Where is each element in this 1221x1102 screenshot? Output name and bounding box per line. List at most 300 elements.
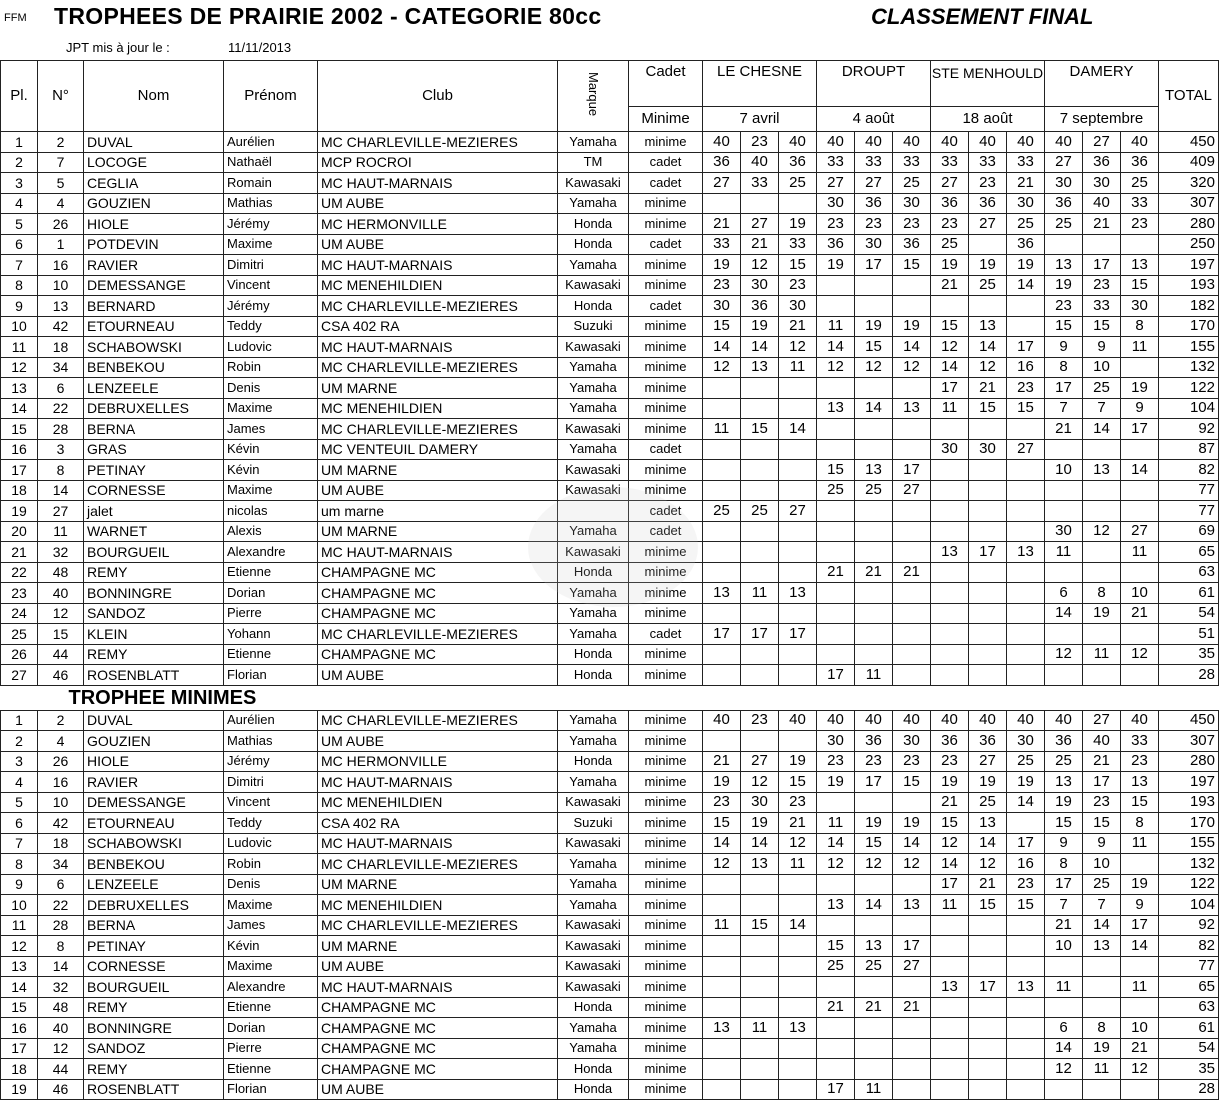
cell-e4r1 <box>1045 501 1083 522</box>
cell-marque: Kawasaki <box>558 833 629 854</box>
cell-pl: 14 <box>1 977 38 998</box>
cell-e4r3 <box>1121 562 1159 583</box>
cell-e4r1: 9 <box>1045 833 1083 854</box>
table-row <box>1 1079 1219 1100</box>
cell-e4r1: 10 <box>1045 460 1083 481</box>
cell-pl: 10 <box>1 316 38 337</box>
cell-e2r1 <box>817 542 855 563</box>
cell-e3r3: 13 <box>1007 542 1045 563</box>
cell-prenom: Robin <box>224 357 318 378</box>
cell-prenom: Ludovic <box>224 337 318 358</box>
cell-pl: 17 <box>1 460 38 481</box>
table-row <box>1 583 1219 604</box>
cell-marque: Honda <box>558 997 629 1018</box>
cell-e1r2 <box>741 1079 779 1100</box>
cell-marque: Yamaha <box>558 521 629 542</box>
cell-total: 132 <box>1159 854 1219 875</box>
cell-prenom: Pierre <box>224 603 318 624</box>
cell-e2r2 <box>855 1018 893 1039</box>
cell-e2r2: 21 <box>855 562 893 583</box>
cell-pl: 25 <box>1 624 38 645</box>
cell-e3r3: 23 <box>1007 378 1045 399</box>
cell-marque: Yamaha <box>558 583 629 604</box>
table-row <box>1 521 1219 542</box>
cell-pl: 7 <box>1 255 38 276</box>
cell-e1r1: 11 <box>703 915 741 936</box>
table-row <box>1 603 1219 624</box>
cell-e4r3 <box>1121 480 1159 501</box>
cell-e2r3 <box>893 1018 931 1039</box>
cell-e1r1: 14 <box>703 833 741 854</box>
cell-e4r1: 11 <box>1045 977 1083 998</box>
cell-num: 13 <box>38 296 84 317</box>
table-row <box>1 665 1219 686</box>
cell-e1r3 <box>779 874 817 895</box>
cell-e3r1: 21 <box>931 275 969 296</box>
cell-num: 28 <box>38 419 84 440</box>
cell-e1r1: 12 <box>703 357 741 378</box>
cell-categorie: minime <box>629 772 703 793</box>
cell-e1r3: 13 <box>779 1018 817 1039</box>
cell-e1r3: 13 <box>779 583 817 604</box>
cell-e2r1 <box>817 501 855 522</box>
table-row <box>1 624 1219 645</box>
cell-e2r1 <box>817 521 855 542</box>
cell-marque: Honda <box>558 644 629 665</box>
cell-club: MC MENEHILDIEN <box>318 895 558 916</box>
cell-e1r2 <box>741 956 779 977</box>
cell-e2r1 <box>817 419 855 440</box>
cell-e2r3 <box>893 603 931 624</box>
cell-e3r1: 21 <box>931 792 969 813</box>
cell-pl: 5 <box>1 214 38 235</box>
cell-nom: SANDOZ <box>84 1038 224 1059</box>
cell-pl: 1 <box>1 132 38 153</box>
cell-e4r3 <box>1121 1079 1159 1100</box>
cell-e2r2 <box>855 542 893 563</box>
cell-e1r1: 25 <box>703 501 741 522</box>
cell-e4r1 <box>1045 562 1083 583</box>
cell-total: 35 <box>1159 644 1219 665</box>
cell-e1r2 <box>741 480 779 501</box>
col-marque <box>558 61 629 132</box>
cell-num: 48 <box>38 562 84 583</box>
cell-e4r1: 21 <box>1045 915 1083 936</box>
cell-e3r3: 40 <box>1007 710 1045 731</box>
cell-e4r1 <box>1045 480 1083 501</box>
cell-e1r1 <box>703 956 741 977</box>
table-row <box>1 936 1219 957</box>
cell-categorie: cadet <box>629 234 703 255</box>
cell-e1r1: 30 <box>703 296 741 317</box>
cell-prenom: Alexandre <box>224 542 318 563</box>
cell-club: UM AUBE <box>318 193 558 214</box>
cell-e4r2: 9 <box>1083 833 1121 854</box>
cell-num: 40 <box>38 583 84 604</box>
cell-prenom: Aurélien <box>224 132 318 153</box>
cell-e3r2 <box>969 460 1007 481</box>
cell-num: 22 <box>38 895 84 916</box>
cell-categorie: minime <box>629 255 703 276</box>
cell-categorie: minime <box>629 936 703 957</box>
cell-e2r3 <box>893 501 931 522</box>
cell-prenom: Yohann <box>224 624 318 645</box>
cell-e1r1 <box>703 1059 741 1080</box>
cell-e4r2: 19 <box>1083 1038 1121 1059</box>
cell-e4r2: 8 <box>1083 1018 1121 1039</box>
general-ranking-body <box>1 132 1219 686</box>
cell-categorie: minime <box>629 480 703 501</box>
table-row <box>1 562 1219 583</box>
cell-e1r2: 14 <box>741 833 779 854</box>
cell-total: 82 <box>1159 460 1219 481</box>
cell-total: 61 <box>1159 1018 1219 1039</box>
cell-e4r3: 27 <box>1121 521 1159 542</box>
cell-e3r2: 33 <box>969 152 1007 173</box>
cell-e4r3: 12 <box>1121 644 1159 665</box>
cell-e4r1: 9 <box>1045 337 1083 358</box>
cell-e4r3: 36 <box>1121 152 1159 173</box>
cell-e2r2: 13 <box>855 460 893 481</box>
cell-e1r2 <box>741 644 779 665</box>
cell-e2r2: 23 <box>855 751 893 772</box>
cell-e1r3 <box>779 480 817 501</box>
event-date-1: 7 avril <box>703 107 817 132</box>
cell-e3r2 <box>969 997 1007 1018</box>
cell-e3r3 <box>1007 665 1045 686</box>
cell-nom: BONNINGRE <box>84 583 224 604</box>
cell-nom: LOCOGE <box>84 152 224 173</box>
cell-pl: 12 <box>1 357 38 378</box>
cell-pl: 22 <box>1 562 38 583</box>
cell-e4r3: 14 <box>1121 936 1159 957</box>
cell-pl: 10 <box>1 895 38 916</box>
cell-e3r1 <box>931 419 969 440</box>
cell-e3r3: 33 <box>1007 152 1045 173</box>
cell-e4r2: 21 <box>1083 751 1121 772</box>
cell-e1r3 <box>779 895 817 916</box>
cell-e2r2: 33 <box>855 152 893 173</box>
cell-e3r2: 27 <box>969 751 1007 772</box>
cell-total: 155 <box>1159 337 1219 358</box>
cell-e1r3 <box>779 521 817 542</box>
cell-e4r1: 6 <box>1045 583 1083 604</box>
cell-e4r3: 13 <box>1121 772 1159 793</box>
cell-categorie: minime <box>629 337 703 358</box>
cell-e3r1 <box>931 665 969 686</box>
cell-prenom: Dorian <box>224 1018 318 1039</box>
table-row <box>1 439 1219 460</box>
table-row <box>1 710 1219 731</box>
cell-e1r2: 11 <box>741 583 779 604</box>
cell-prenom: Etienne <box>224 1059 318 1080</box>
cell-e4r2: 17 <box>1083 255 1121 276</box>
cell-total: 320 <box>1159 173 1219 194</box>
cell-num: 12 <box>38 603 84 624</box>
cell-e4r3: 23 <box>1121 214 1159 235</box>
cell-e2r3 <box>893 296 931 317</box>
table-row <box>1 1059 1219 1080</box>
cell-club: MC CHARLEVILLE-MEZIERES <box>318 296 558 317</box>
table-row <box>1 997 1219 1018</box>
cell-e4r1 <box>1045 234 1083 255</box>
cell-categorie: cadet <box>629 624 703 645</box>
cell-e1r3 <box>779 665 817 686</box>
cell-e1r1: 19 <box>703 772 741 793</box>
cell-total: 92 <box>1159 915 1219 936</box>
cell-categorie: minime <box>629 275 703 296</box>
cell-e2r2: 15 <box>855 337 893 358</box>
cell-e1r1: 11 <box>703 419 741 440</box>
cell-club: CHAMPAGNE MC <box>318 1059 558 1080</box>
cell-num: 26 <box>38 214 84 235</box>
cell-total: 122 <box>1159 874 1219 895</box>
cell-e4r3 <box>1121 665 1159 686</box>
cell-e2r2 <box>855 874 893 895</box>
cell-prenom: nicolas <box>224 501 318 522</box>
cell-e1r3 <box>779 956 817 977</box>
cell-marque: Kawasaki <box>558 956 629 977</box>
cell-e4r1: 10 <box>1045 936 1083 957</box>
cell-marque: Kawasaki <box>558 936 629 957</box>
cell-num: 42 <box>38 813 84 834</box>
cell-e2r3: 14 <box>893 337 931 358</box>
cell-club: um marne <box>318 501 558 522</box>
cell-total: 193 <box>1159 792 1219 813</box>
event-date-2: 4 août <box>817 107 931 132</box>
cell-e2r1: 33 <box>817 152 855 173</box>
cell-club: MC HAUT-MARNAIS <box>318 772 558 793</box>
cell-e4r1: 17 <box>1045 874 1083 895</box>
cell-e3r3: 23 <box>1007 874 1045 895</box>
cell-nom: REMY <box>84 1059 224 1080</box>
cell-e3r1: 33 <box>931 152 969 173</box>
table-row <box>1 460 1219 481</box>
cell-e2r3: 19 <box>893 316 931 337</box>
cell-e1r1 <box>703 997 741 1018</box>
cell-e2r1: 36 <box>817 234 855 255</box>
cell-prenom: Robin <box>224 854 318 875</box>
cell-e3r2: 25 <box>969 275 1007 296</box>
cell-e4r1: 11 <box>1045 542 1083 563</box>
table-row <box>1 234 1219 255</box>
cell-prenom: Nathaël <box>224 152 318 173</box>
cell-e4r2 <box>1083 977 1121 998</box>
cell-e2r2: 40 <box>855 710 893 731</box>
cell-e1r3: 33 <box>779 234 817 255</box>
table-row <box>1 337 1219 358</box>
cell-e1r1: 33 <box>703 234 741 255</box>
cell-nom: CORNESSE <box>84 956 224 977</box>
cell-e3r1 <box>931 460 969 481</box>
cell-e1r2: 15 <box>741 915 779 936</box>
cell-e2r3 <box>893 1059 931 1080</box>
cell-e3r2: 12 <box>969 357 1007 378</box>
cell-e1r1: 21 <box>703 214 741 235</box>
cell-prenom: Dimitri <box>224 772 318 793</box>
cell-e4r2: 14 <box>1083 419 1121 440</box>
cell-categorie: minime <box>629 378 703 399</box>
cell-e3r3: 19 <box>1007 772 1045 793</box>
cell-e1r1 <box>703 480 741 501</box>
cell-e3r2: 30 <box>969 439 1007 460</box>
cell-pl: 4 <box>1 193 38 214</box>
cell-e3r2 <box>969 1059 1007 1080</box>
cell-e2r3: 23 <box>893 214 931 235</box>
cell-e2r1: 11 <box>817 813 855 834</box>
cell-pl: 18 <box>1 1059 38 1080</box>
cell-club: MC HAUT-MARNAIS <box>318 977 558 998</box>
cell-categorie: minime <box>629 542 703 563</box>
cell-nom: LENZEELE <box>84 378 224 399</box>
cell-categorie: minime <box>629 357 703 378</box>
cell-e1r1: 13 <box>703 1018 741 1039</box>
cell-e3r3: 19 <box>1007 255 1045 276</box>
cell-e4r2: 17 <box>1083 772 1121 793</box>
cell-club: CSA 402 RA <box>318 813 558 834</box>
cell-club: UM AUBE <box>318 480 558 501</box>
cell-e3r2: 13 <box>969 316 1007 337</box>
cell-num: 10 <box>38 792 84 813</box>
col-cadet: Cadet <box>629 61 703 107</box>
cell-e3r3: 15 <box>1007 895 1045 916</box>
cell-nom: SANDOZ <box>84 603 224 624</box>
cell-e1r1: 19 <box>703 255 741 276</box>
cell-e1r3: 17 <box>779 624 817 645</box>
cell-e2r2: 19 <box>855 316 893 337</box>
cell-e1r1 <box>703 521 741 542</box>
cell-e1r2 <box>741 398 779 419</box>
cell-e1r3 <box>779 1038 817 1059</box>
cell-marque: Kawasaki <box>558 275 629 296</box>
cell-pl: 20 <box>1 521 38 542</box>
cell-categorie: minime <box>629 956 703 977</box>
cell-categorie: minime <box>629 977 703 998</box>
cell-e2r2 <box>855 583 893 604</box>
cell-e2r3: 19 <box>893 813 931 834</box>
cell-club: MC HAUT-MARNAIS <box>318 337 558 358</box>
cell-e2r2: 21 <box>855 997 893 1018</box>
table-row <box>1 874 1219 895</box>
cell-e2r2: 11 <box>855 1079 893 1100</box>
cell-e2r3: 30 <box>893 193 931 214</box>
cell-e2r2: 25 <box>855 480 893 501</box>
cell-num: 32 <box>38 542 84 563</box>
cell-e3r1: 12 <box>931 337 969 358</box>
cell-e1r1: 21 <box>703 751 741 772</box>
cell-e2r1 <box>817 583 855 604</box>
cell-prenom: Maxime <box>224 234 318 255</box>
cell-e1r1: 15 <box>703 316 741 337</box>
cell-e1r2 <box>741 936 779 957</box>
cell-num: 34 <box>38 357 84 378</box>
cell-prenom: James <box>224 419 318 440</box>
table-row <box>1 977 1219 998</box>
cell-marque: Suzuki <box>558 316 629 337</box>
cell-e2r2: 11 <box>855 665 893 686</box>
cell-marque: Kawasaki <box>558 419 629 440</box>
cell-e1r3: 15 <box>779 255 817 276</box>
cell-e3r3 <box>1007 956 1045 977</box>
cell-categorie: minime <box>629 193 703 214</box>
cell-marque: Yamaha <box>558 439 629 460</box>
cell-e2r2: 17 <box>855 772 893 793</box>
cell-e4r1: 14 <box>1045 603 1083 624</box>
cell-nom: RAVIER <box>84 772 224 793</box>
cell-total: 63 <box>1159 562 1219 583</box>
cell-e1r1: 17 <box>703 624 741 645</box>
cell-club: MC HAUT-MARNAIS <box>318 255 558 276</box>
cell-prenom: Kévin <box>224 439 318 460</box>
cell-e1r2: 36 <box>741 296 779 317</box>
cell-marque: Kawasaki <box>558 480 629 501</box>
cell-e3r3: 14 <box>1007 275 1045 296</box>
cell-e2r2 <box>855 296 893 317</box>
cell-e3r1: 23 <box>931 751 969 772</box>
cell-e4r1: 23 <box>1045 296 1083 317</box>
cell-e1r2: 30 <box>741 792 779 813</box>
cell-e2r1: 14 <box>817 337 855 358</box>
cell-e2r3 <box>893 644 931 665</box>
cell-e2r3 <box>893 378 931 399</box>
cell-categorie: minime <box>629 1079 703 1100</box>
cell-e3r3 <box>1007 813 1045 834</box>
cell-num: 3 <box>38 439 84 460</box>
cell-e4r3: 23 <box>1121 751 1159 772</box>
cell-e4r3: 30 <box>1121 296 1159 317</box>
col-marque-label: Marque <box>586 71 601 117</box>
cell-e3r3: 21 <box>1007 173 1045 194</box>
cell-e3r3 <box>1007 1018 1045 1039</box>
cell-prenom: Alexis <box>224 521 318 542</box>
cell-marque: Kawasaki <box>558 337 629 358</box>
table-row <box>1 419 1219 440</box>
cell-e4r2 <box>1083 997 1121 1018</box>
cell-e2r1 <box>817 275 855 296</box>
cell-pl: 9 <box>1 296 38 317</box>
cell-pl: 6 <box>1 234 38 255</box>
cell-e1r3: 21 <box>779 316 817 337</box>
cell-prenom: Vincent <box>224 275 318 296</box>
cell-e4r2 <box>1083 234 1121 255</box>
cell-club: MC MENEHILDIEN <box>318 275 558 296</box>
cell-e1r2: 30 <box>741 275 779 296</box>
cell-e1r3: 25 <box>779 173 817 194</box>
cell-e3r2: 13 <box>969 813 1007 834</box>
cell-e1r2 <box>741 1038 779 1059</box>
cell-e2r1: 21 <box>817 562 855 583</box>
cell-marque: Yamaha <box>558 193 629 214</box>
cell-e4r2: 25 <box>1083 874 1121 895</box>
cell-e3r1: 17 <box>931 874 969 895</box>
cell-e4r2: 11 <box>1083 1059 1121 1080</box>
cell-pl: 1 <box>1 710 38 731</box>
cell-num: 7 <box>38 152 84 173</box>
cell-num: 6 <box>38 378 84 399</box>
cell-e2r1 <box>817 603 855 624</box>
col-num: N° <box>38 61 84 132</box>
cell-e3r1 <box>931 997 969 1018</box>
cell-e2r3 <box>893 1038 931 1059</box>
cell-e4r2 <box>1083 624 1121 645</box>
cell-prenom: Ludovic <box>224 833 318 854</box>
cell-prenom: Jérémy <box>224 751 318 772</box>
cell-club: MC HAUT-MARNAIS <box>318 542 558 563</box>
ffm-label: FFM <box>4 12 27 24</box>
event-name-1: LE CHESNE <box>703 61 817 107</box>
cell-e3r1: 40 <box>931 710 969 731</box>
cell-categorie: minime <box>629 398 703 419</box>
